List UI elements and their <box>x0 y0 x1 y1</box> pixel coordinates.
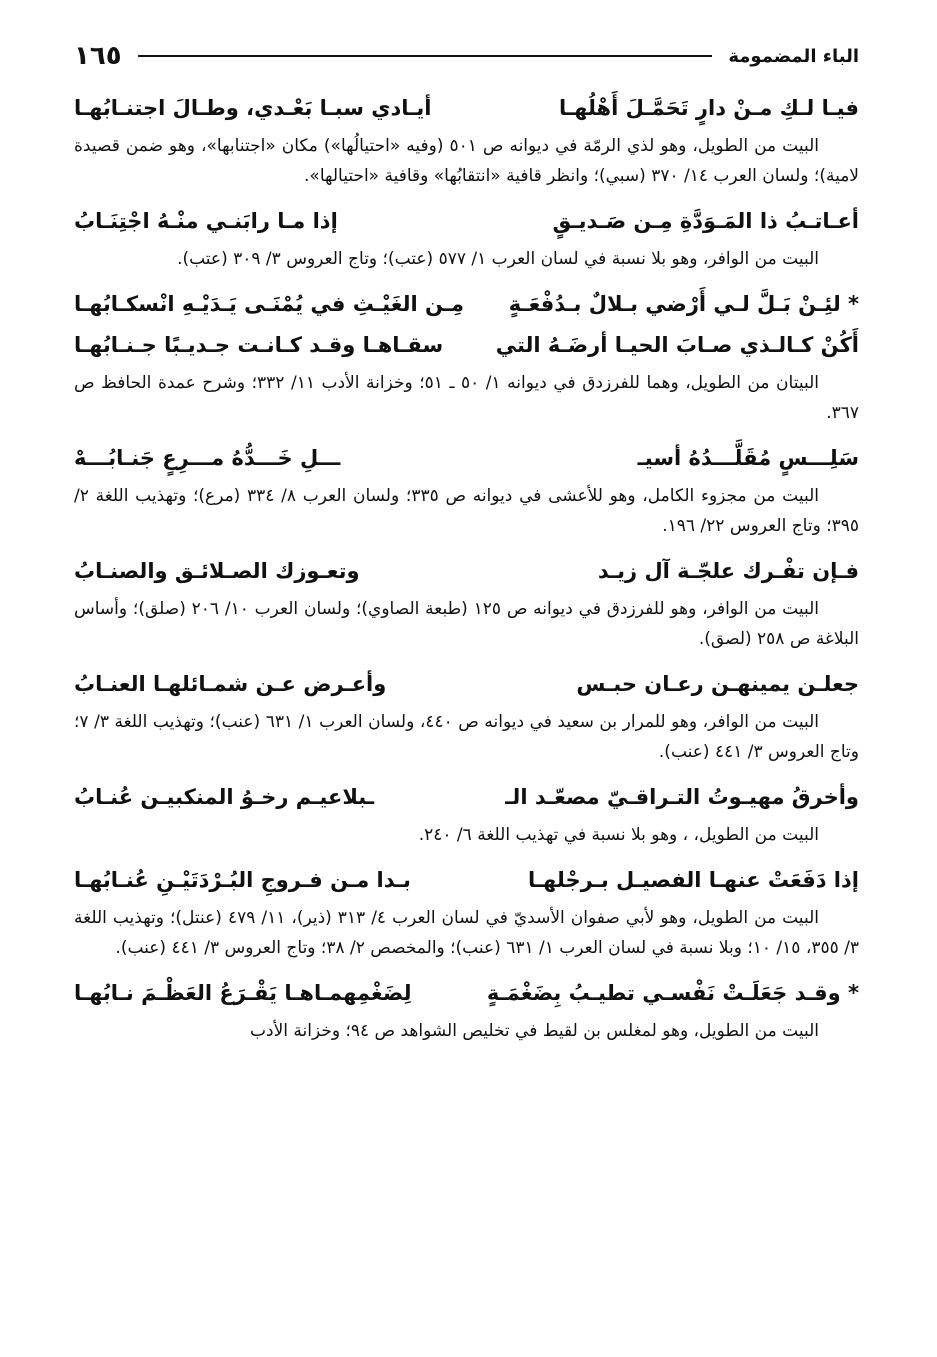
verse-note: البيت من الطويل، وهو لمغلس بن لقيط في تخليص الشواهد ص ٩٤؛ وخزانة الأدب <box>250 1021 819 1041</box>
verse-line <box>74 973 859 1014</box>
entry <box>74 201 859 274</box>
verse-second-hemistich: مِـن الغَيْـثِ في يُمْنَـى يَـدَيْـهِ انْسكـابُهـا <box>74 292 465 316</box>
verse-note: البيتان من الطويل، وهما للفرزدق في ديوانه ١/ ٥٠ ـ ٥١؛ وخزانة الأدب ١١/ ٣٣٢؛ وشرح عمدة الحافظ ص ٣٦٧. <box>74 373 859 423</box>
entry <box>74 973 859 1046</box>
verse-line <box>74 664 859 705</box>
entry <box>74 777 859 850</box>
verse-line <box>74 438 859 479</box>
verse-second-hemistich: وأعـرض عـن شمـائلهـا العنـابُ <box>74 672 387 696</box>
entry <box>74 860 859 963</box>
verse-line <box>74 88 859 129</box>
page-header <box>74 36 859 76</box>
verse-first-hemistich: فيـا لـكِ مـنْ دارٍ تَحَمَّـلَ أَهْلُهـا <box>559 96 859 120</box>
page-number: ١٦٥ <box>74 41 122 71</box>
verse-first-hemistich: فـإن تفْـرك علجّـة آل زيـد <box>597 559 859 583</box>
entry <box>74 88 859 191</box>
verse-line <box>74 325 859 366</box>
verse-first-hemistich: * وقـد جَعَلَـتْ نَفْسـي تطيـبُ بِضَغْمَـةٍ <box>486 981 859 1005</box>
verse-note: البيت من الطويل، ، وهو بلا نسبة في تهذيب اللغة ٦/ ٢٤٠. <box>418 825 819 845</box>
verse-note: البيت من مجزوء الكامل، وهو للأعشى في ديوانه ص ٣٣٥؛ ولسان العرب ٨/ ٣٣٤ (مرع)؛ وتهذيب اللغة ٢/ ٣٩٥؛ وتاج العروس ٢٢/ ١٩٦. <box>74 486 859 536</box>
verse-second-hemistich: وتعـوزك الصـلائـق والصنـابُ <box>74 559 360 583</box>
verse-first-hemistich: جعلـن يمينهـن رعـان حبـس <box>576 672 859 696</box>
verse-line <box>74 860 859 901</box>
verse-second-hemistich: سقـاهـا وقـد كـانـت جـديـبًا جـنـابُهـا <box>74 333 444 357</box>
entry <box>74 664 859 767</box>
verse-second-hemistich: لِضَغْمِهمـاهـا يَقْـرَعُ العَظْـمَ نـابُهـا <box>74 981 412 1005</box>
verse-note: البيت من الوافر، وهو بلا نسبة في لسان العرب ١/ ٥٧٧ (عتب)؛ وتاج العروس ٣/ ٣٠٩ (عتب). <box>177 249 819 269</box>
verse-note: البيت من الوافر، وهو للفرزدق في ديوانه ص ١٢٥ (طبعة الصاوي)؛ ولسان العرب ١٠/ ٢٠٦ (صلق)؛ وأساس البلاغة ص ٢٥٨ (لصق). <box>74 599 859 649</box>
header-rule <box>138 55 713 57</box>
verse-first-hemistich: أَكُنْ كـالـذي صـابَ الحيـا أرضَـهُ التي <box>495 333 859 357</box>
entry <box>74 284 859 428</box>
verse-note: البيت من الوافر، وهو للمرار بن سعيد في ديوانه ص ٤٤٠، ولسان العرب ١/ ٦٣١ (عنب)؛ وتهذيب اللغة ٣/ ٧؛ وتاج العروس ٣/ ٤٤١ (عنب). <box>74 712 859 762</box>
verse-line <box>74 284 859 325</box>
verse-first-hemistich: وأخرقُ مهيـوتُ التـراقـيّ مصعّـد الـ <box>505 785 859 809</box>
running-title: الباء المضمومة <box>728 45 859 67</box>
verse-second-hemistich: ـــلِ خَـــدُّهُ مـــرِعٍ جَنـابُـــهْ <box>74 446 341 470</box>
page-content <box>74 88 859 1056</box>
verse-line <box>74 551 859 592</box>
verse-first-hemistich: * لئِـنْ بَـلَّ لـي أَرْضي بـلالٌ بـدُفْعَـةٍ <box>508 292 859 316</box>
verse-second-hemistich: إذا مـا رابَنـي منْـهُ اجْتِنَـابُ <box>74 209 338 233</box>
verse-first-hemistich: سَلِـــسٍ مُقَلَّـــدُهُ أسيـ <box>637 446 859 470</box>
verse-second-hemistich: ـبلاعيـم رخـوُ المنكبيـن عُنـابُ <box>74 785 375 809</box>
verse-line <box>74 777 859 818</box>
verse-note: البيت من الطويل، وهو لذي الرمّة في ديوانه ص ٥٠١ (وفيه «احتيالُها») مكان «اجتنابها»، وهو ضمن قصيدة لامية)؛ ولسان العرب ١٤/ ٣٧٠ (سبي)؛ وانظر قافية «انتقابُها» وقافية «احتيالها». <box>74 136 859 186</box>
verse-first-hemistich: إذا دَفَعَتْ عنهـا الفصيـل بـرجْلهـا <box>527 868 859 892</box>
verse-second-hemistich: أيـادي سبـا بَعْـدي، وطـالَ اجتنـابُهـا <box>74 96 432 120</box>
verse-second-hemistich: بـدا مـن فـروجِ البُـرْدَتَيْـنِ عُنـابُهـا <box>74 868 411 892</box>
verse-first-hemistich: أعـاتـبُ ذا المَـوَدَّةِ مِـن صَـديـقٍ <box>552 209 859 233</box>
entry <box>74 551 859 654</box>
entry <box>74 438 859 541</box>
verse-line <box>74 201 859 242</box>
verse-note: البيت من الطويل، وهو لأبي صفوان الأسديّ في لسان العرب ٤/ ٣١٣ (ذير)، ١١/ ٤٧٩ (عنتل)؛ وتهذيب اللغة ٣/ ٣٥٥، ١٥/ ١٠؛ وبلا نسبة في لسان العرب ١/ ٦٣١ (عنب)؛ والمخصص ٢/ ٣٨؛ وتاج العروس ٣/ ٤٤١ (عنب). <box>74 908 859 958</box>
